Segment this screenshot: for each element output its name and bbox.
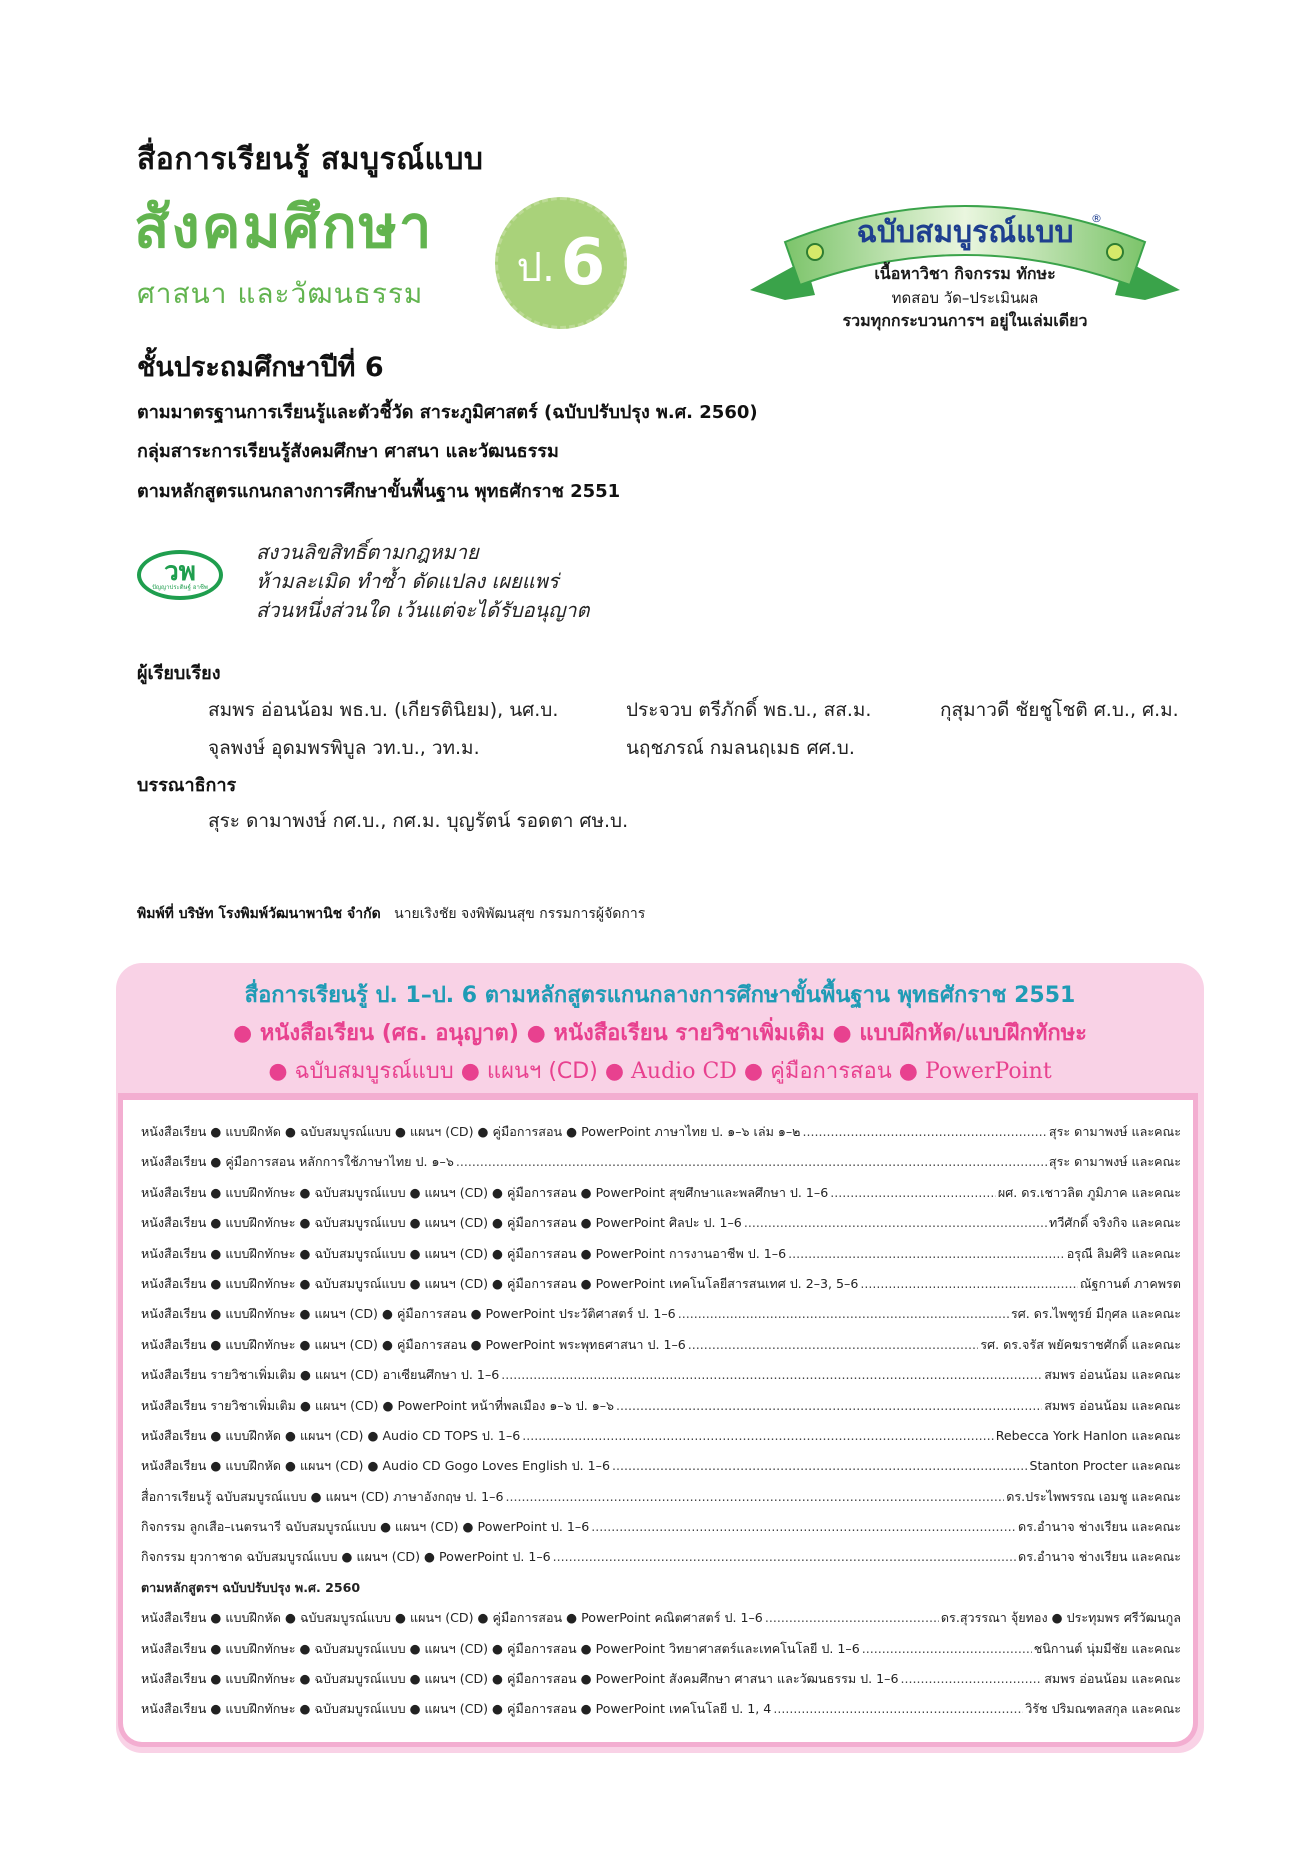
catalog-row-author: ชนิกานต์ นุ่มมีชัย และคณะ xyxy=(1033,1640,1181,1656)
catalog-row-title: หนังสือเรียน ● แบบฝึกทักษะ ● ฉบับสมบูรณ์แบบ ● แผนฯ (CD) ● คู่มือการสอน ● PowerPoint เทคโนโลยี ป. 1, 4 xyxy=(141,1701,772,1717)
catalog-row-title: หนังสือเรียน ● แบบฝึกทักษะ ● แผนฯ (CD) ● คู่มือการสอน ● PowerPoint ประวัติศาสตร์ ป. 1–6 xyxy=(141,1306,676,1322)
catalog-row-title: หนังสือเรียน ● แบบฝึกทักษะ ● แผนฯ (CD) ● คู่มือการสอน ● PowerPoint พระพุทธศาสนา ป. 1–6 xyxy=(141,1336,686,1352)
leader-dots xyxy=(522,1428,993,1443)
catalog-types-line-2 xyxy=(116,1053,1204,1088)
leader-dots xyxy=(830,1185,996,1200)
leader-dots xyxy=(862,1641,1032,1656)
catalog-row xyxy=(141,1152,1181,1182)
publisher-logo-motto: ปัญญาประดิษฐ์ อาชีพ xyxy=(152,584,208,591)
catalog-row-author: รศ. ดร.ไพฑูรย์ มีกุศล และคณะ xyxy=(1010,1306,1181,1322)
catalog-type: แบบฝึกหัด/แบบฝึกทักษะ xyxy=(859,1021,1087,1046)
catalog-row-author: สุระ ดามาพงษ์ และคณะ xyxy=(1048,1154,1181,1170)
bullet-icon: ● xyxy=(233,1021,253,1046)
catalog-row-title: กิจกรรม ยุวกาชาด ฉบับสมบูรณ์แบบ ● แผนฯ (CD) ● PowerPoint ป. 1–6 xyxy=(141,1549,551,1565)
bullet-icon: ● xyxy=(526,1021,546,1046)
catalog-row-author: Rebecca York Hanlon และคณะ xyxy=(995,1427,1181,1443)
leader-dots xyxy=(553,1549,1016,1564)
catalog-row xyxy=(141,1335,1181,1365)
catalog-row xyxy=(141,1456,1181,1486)
copyright-line: สงวนลิขสิทธิ์ตามกฎหมาย xyxy=(256,540,479,564)
ribbon-line-3: รวมทุกกระบวนการฯ อยู่ในเล่มเดียว xyxy=(842,311,1088,330)
catalog-row-author: ทวีศักดิ์ จริงกิจ และคณะ xyxy=(1049,1215,1181,1231)
catalog-header: สื่อการเรียนรู้ ป. 1–ป. 6 ตามหลักสูตรแกนกลางการศึกษาขั้นพื้นฐาน พุทธศักราช 2551 xyxy=(244,983,1076,1008)
curriculum-line: กลุ่มสาระการเรียนรู้สังคมศึกษา ศาสนา และวัฒนธรรม xyxy=(137,441,559,462)
catalog-row xyxy=(141,1517,1181,1547)
author-name: สมพร อ่อนน้อม พธ.บ. (เกียรตินิยม), นศ.บ. xyxy=(208,699,559,721)
ribbon-line-2: ทดสอบ วัด–ประเมินผล xyxy=(891,289,1039,307)
printer-manager: นายเริงชัย จงพิพัฒนสุข กรรมการผู้จัดการ xyxy=(394,906,646,922)
catalog-row-title: หนังสือเรียน ● แบบฝึกทักษะ ● ฉบับสมบูรณ์แบบ ● แผนฯ (CD) ● คู่มือการสอน ● PowerPoint การงานอาชีพ ป. 1–6 xyxy=(141,1245,787,1261)
publisher-logo xyxy=(137,550,223,600)
catalog-types-line-1 xyxy=(116,1015,1204,1050)
catalog-row-title: หนังสือเรียน รายวิชาเพิ่มเติม ● แผนฯ (CD) ● PowerPoint หน้าที่พลเมือง ๑–๖ ป. ๑–๖ xyxy=(141,1397,615,1413)
leader-dots xyxy=(591,1519,1016,1534)
copyright-line: ห้ามละเมิด ทำซ้ำ ดัดแปลง เผยแพร่ xyxy=(256,569,559,593)
flower-icon-left xyxy=(807,244,823,260)
catalog-row xyxy=(141,1639,1181,1669)
author-name: กุสุมาวดี ชัยชูโชติ ศ.บ., ศ.ม. xyxy=(940,699,1179,721)
catalog-row-title: หนังสือเรียน ● แบบฝึกทักษะ ● ฉบับสมบูรณ์แบบ ● แผนฯ (CD) ● คู่มือการสอน ● PowerPoint วิทยาศาสตร์และเทคโนโลยี ป. 1–6 xyxy=(141,1640,860,1656)
catalog-row-author: สมพร อ่อนน้อม และคณะ xyxy=(1044,1397,1181,1413)
catalog-type: Audio CD xyxy=(631,1059,737,1084)
bullet-icon: ● xyxy=(743,1059,764,1084)
catalog-row-title: หนังสือเรียน ● แบบฝึกหัด ● แผนฯ (CD) ● Audio CD TOPS ป. 1–6 xyxy=(141,1427,521,1443)
catalog-row-title: หนังสือเรียน ● แบบฝึกทักษะ ● ฉบับสมบูรณ์แบบ ● แผนฯ (CD) ● คู่มือการสอน ● PowerPoint เทคโนโลยีสารสนเทศ ป. 2–3, 5–6 xyxy=(141,1275,859,1291)
leader-dots xyxy=(612,1458,1028,1473)
leader-dots xyxy=(505,1489,1004,1504)
catalog-row xyxy=(141,1426,1181,1456)
catalog-row-author: ผศ. ดร.เชาวลิต ภูมิภาค และคณะ xyxy=(997,1184,1181,1200)
catalog-row-title: กิจกรรม ลูกเสือ–เนตรนารี ฉบับสมบูรณ์แบบ ● แผนฯ (CD) ● PowerPoint ป. 1–6 xyxy=(141,1519,590,1535)
catalog-row-author: ณัฐกานต์ ภาคพรต xyxy=(1079,1275,1181,1291)
catalog-row-author: อรุณี ลิมศิริ และคณะ xyxy=(1066,1245,1181,1261)
author-name: จุลพงษ์ อุดมพรพิบูล วท.บ., วท.ม. xyxy=(208,737,480,759)
catalog-row xyxy=(141,1396,1181,1426)
grade-level: ชั้นประถมศึกษาปีที่ 6 xyxy=(137,352,384,383)
catalog-row xyxy=(141,1122,1181,1152)
leader-dots xyxy=(773,1701,1023,1716)
catalog-row-title: สื่อการเรียนรู้ ฉบับสมบูรณ์แบบ ● แผนฯ (CD) ภาษาอังกฤษ ป. 1–6 xyxy=(141,1488,504,1504)
bullet-icon: ● xyxy=(832,1021,852,1046)
catalog-row xyxy=(141,1183,1181,1213)
ribbon-line-1: เนื้อหาวิชา กิจกรรม ทักษะ xyxy=(874,264,1056,283)
authors-heading: ผู้เรียบเรียง xyxy=(137,663,221,684)
catalog-row-author: Stanton Procter และคณะ xyxy=(1029,1458,1181,1474)
catalog-row-author: สมพร อ่อนน้อม และคณะ xyxy=(1044,1367,1181,1383)
catalog-row-title: หนังสือเรียน ● แบบฝึกหัด ● ฉบับสมบูรณ์แบบ ● แผนฯ (CD) ● คู่มือการสอน ● PowerPoint คณิตศาสตร์ ป. 1–6 xyxy=(141,1610,763,1626)
leader-dots xyxy=(678,1306,1009,1321)
catalog-row xyxy=(141,1699,1181,1729)
copyright-notice xyxy=(256,538,589,625)
editors-heading: บรรณาธิการ xyxy=(137,775,237,796)
leader-dots xyxy=(901,1671,1043,1686)
flower-icon-right xyxy=(1107,244,1123,260)
bullet-icon: ● xyxy=(460,1059,480,1084)
leader-dots xyxy=(616,1398,1042,1413)
leader-dots xyxy=(788,1246,1065,1261)
catalog-row-author: สุระ ดามาพงษ์ และคณะ xyxy=(1048,1124,1181,1139)
catalog-row-title: หนังสือเรียน ● แบบฝึกทักษะ ● ฉบับสมบูรณ์แบบ ● แผนฯ (CD) ● คู่มือการสอน ● PowerPoint สังคมศึกษา ศาสนา และวัฒนธรรม ป. 1–6 xyxy=(141,1671,899,1687)
catalog-row xyxy=(141,1304,1181,1334)
catalog-row xyxy=(141,1487,1181,1517)
catalog-type: หนังสือเรียน (ศธ. อนุญาต) xyxy=(259,1021,519,1046)
catalog-row xyxy=(141,1608,1181,1638)
leader-dots xyxy=(456,1154,1047,1169)
grade-badge-prefix: ป. xyxy=(516,245,555,291)
curriculum-line: ตามมาตรฐานการเรียนรู้และตัวชี้วัด สาระภูมิศาสตร์ (ฉบับปรับปรุง พ.ศ. 2560) xyxy=(137,402,758,423)
printer-company: พิมพ์ที่ บริษัท โรงพิมพ์วัฒนาพานิช จำกัด xyxy=(137,906,381,922)
catalog-row-author: ดร.ประไพพรรณ เอมชู และคณะ xyxy=(1006,1488,1181,1504)
copyright-line: ส่วนหนึ่งส่วนใด เว้นแต่จะได้รับอนุญาต xyxy=(256,598,590,622)
catalog-row xyxy=(141,1547,1181,1577)
publisher-logo-mark: วพ xyxy=(164,557,196,587)
registered-mark: ® xyxy=(1091,212,1102,225)
catalog-list xyxy=(141,1122,1181,1730)
catalog-row xyxy=(141,1274,1181,1304)
series-title: สื่อการเรียนรู้ สมบูรณ์แบบ xyxy=(137,142,484,177)
catalog-type: แผนฯ (CD) xyxy=(486,1059,598,1084)
leader-dots xyxy=(765,1610,939,1625)
catalog-row-title: หนังสือเรียน รายวิชาเพิ่มเติม ● แผนฯ (CD) อาเซียนศึกษา ป. 1–6 xyxy=(141,1367,500,1383)
author-name: นฤชภรณ์ กมลนฤเมธ ศศ.บ. xyxy=(626,737,855,759)
catalog-row-author: ดร.อำนาจ ช่างเรียน และคณะ xyxy=(1018,1549,1181,1565)
subject-subtitle: ศาสนา และวัฒนธรรม xyxy=(137,277,424,310)
bullet-icon: ● xyxy=(268,1059,288,1084)
edition-ribbon xyxy=(745,180,1185,350)
grade-badge xyxy=(495,197,627,329)
leader-dots xyxy=(802,1124,1046,1139)
catalog-row-title: หนังสือเรียน ● แบบฝึกหัด ● แผนฯ (CD) ● Audio CD Gogo Loves English ป. 1–6 xyxy=(141,1458,610,1474)
catalog-row-title: หนังสือเรียน ● แบบฝึกทักษะ ● ฉบับสมบูรณ์แบบ ● แผนฯ (CD) ● คู่มือการสอน ● PowerPoint สุขศึกษาและพลศึกษา ป. 1–6 xyxy=(141,1184,829,1200)
bullet-icon: ● xyxy=(898,1059,918,1084)
catalog-row xyxy=(141,1365,1181,1395)
author-name: ประจวบ ตรีภักดิ์ พธ.บ., สส.ม. xyxy=(626,699,872,721)
catalog-type: หนังสือเรียน รายวิชาเพิ่มเติม xyxy=(553,1021,825,1046)
catalog-row-title: ตามหลักสูตรฯ ฉบับปรับปรุง พ.ศ. 2560 xyxy=(141,1579,361,1595)
catalog-section-heading xyxy=(141,1578,1181,1608)
printer-info xyxy=(137,903,645,925)
grade-badge-number: 6 xyxy=(560,226,606,300)
editor-names: สุระ ดามาพงษ์ กศ.บ., กศ.ม. บุญรัตน์ รอดตา ศษ.บ. xyxy=(208,810,629,832)
catalog-row xyxy=(141,1244,1181,1274)
catalog-row-author: สมพร อ่อนน้อม และคณะ xyxy=(1044,1671,1181,1687)
ribbon-banner-text: ฉบับสมบูรณ์แบบ xyxy=(856,215,1074,250)
curriculum-line: ตามหลักสูตรแกนกลางการศึกษาขั้นพื้นฐาน พุทธศักราช 2551 xyxy=(137,481,621,502)
leader-dots xyxy=(860,1276,1077,1291)
bullet-icon: ● xyxy=(604,1059,625,1084)
catalog-list-panel xyxy=(118,1093,1198,1747)
leader-dots xyxy=(688,1337,979,1352)
catalog-row-title: หนังสือเรียน ● แบบฝึกหัด ● ฉบับสมบูรณ์แบบ ● แผนฯ (CD) ● คู่มือการสอน ● PowerPoint ภาษาไทย ป. ๑–๖ เล่ม ๑–๒ xyxy=(141,1124,801,1139)
catalog-row-author: ดร.สุวรรณา จุ้ยทอง ● ประทุมพร ศรีวัฒนกูล xyxy=(940,1610,1181,1626)
catalog-row-title: หนังสือเรียน ● คู่มือการสอน หลักการใช้ภาษาไทย ป. ๑–๖ xyxy=(141,1154,454,1170)
catalog-type: คู่มือการสอน xyxy=(770,1059,892,1084)
catalog-row-author: รศ. ดร.จรัส พยัคฆราชศักดิ์ และคณะ xyxy=(980,1336,1181,1352)
subject-title: สังคมศึกษา xyxy=(134,193,434,261)
catalog-row xyxy=(141,1669,1181,1699)
catalog-row xyxy=(141,1213,1181,1243)
catalog-type: ฉบับสมบูรณ์แบบ xyxy=(294,1059,454,1084)
catalog-row-author: ดร.อำนาจ ช่างเรียน และคณะ xyxy=(1018,1519,1181,1535)
catalog-type: PowerPoint xyxy=(924,1059,1052,1084)
leader-dots xyxy=(501,1367,1042,1382)
catalog-row-author: วิรัช ปริมณฑลสกุล และคณะ xyxy=(1025,1701,1181,1717)
catalog-row-title: หนังสือเรียน ● แบบฝึกทักษะ ● ฉบับสมบูรณ์แบบ ● แผนฯ (CD) ● คู่มือการสอน ● PowerPoint ศิลปะ ป. 1–6 xyxy=(141,1215,742,1231)
leader-dots xyxy=(744,1215,1047,1230)
catalog-box xyxy=(116,963,1204,1753)
